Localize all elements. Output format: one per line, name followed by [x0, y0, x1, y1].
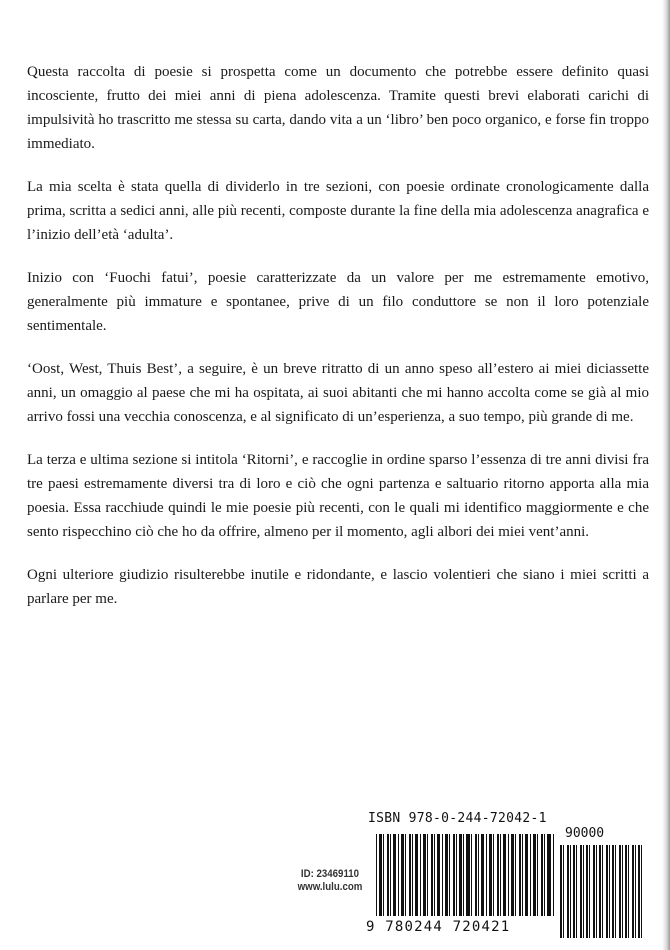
paragraph-3: Inizio con ‘Fuochi fatui’, poesie caratterizzate da un valore per me estremamente emotivo, generalmente più immature e spontanee, prive di un filo conduttore se non il loro potenziale sentimentale.	[27, 270, 649, 334]
publisher-url: www.lulu.com	[297, 881, 363, 893]
back-cover-text	[27, 60, 649, 630]
isbn-label: ISBN 978-0-244-72042-1	[368, 811, 547, 826]
price-code: 90000	[565, 826, 605, 841]
publisher-info	[286, 868, 374, 894]
paragraph-1: Questa raccolta di poesie si prospetta come un documento che potrebbe essere definito quasi incosciente, frutto dei miei anni di piena adolescenza. Tramite questi brevi elaborati carichi di impulsività ho trascritto me stessa su carta, dando vita a un ‘libro’ ben poco organico, e forse fin troppo immediato.	[27, 64, 649, 152]
paragraph-4: ‘Oost, West, Thuis Best’, a seguire, è un breve ritratto di un anno speso all’estero ai miei diciassette anni, un omaggio al paese che mi ha ospitata, ai suoi abitanti che mi hanno accolta come se già al mio arrivo fossi una vecchia conoscenza, e al significato di un’esperienza, a suo tempo, più grande di me.	[27, 361, 649, 425]
paragraph-2: La mia scelta è stata quella di dividerlo in tre sezioni, con poesie ordinate cronologicamente dalla prima, scritta a sedici anni, alle più recenti, composte durante la fine della mia adolescenza anagrafica e l’inizio dell’età ‘adulta’.	[27, 179, 649, 243]
price-barcode	[560, 845, 642, 938]
page-edge-shadow	[662, 0, 670, 950]
barcode-digits: 9 780244 720421	[366, 916, 562, 938]
paragraph-6: Ogni ulteriore giudizio risulterebbe inutile e ridondante, e lascio volentieri che siano i miei scritti a parlare per me.	[27, 567, 649, 607]
publisher-id: ID: 23469110	[300, 868, 360, 880]
paragraph-5: La terza e ultima sezione si intitola ‘Ritorni’, e raccoglie in ordine sparso l’essenza di tre anni divisi fra tre paesi estremamente diversi tra di loro e ciò che ogni partenza e saltuario ritorno apporta alla mia poesia. Essa racchiude quindi le mie poesie più recenti, con le quali mi identifico maggiormente e che sento rispecchino ciò che ho da offrire, almeno per il momento, agli albori dei miei vent’anni.	[27, 452, 649, 540]
